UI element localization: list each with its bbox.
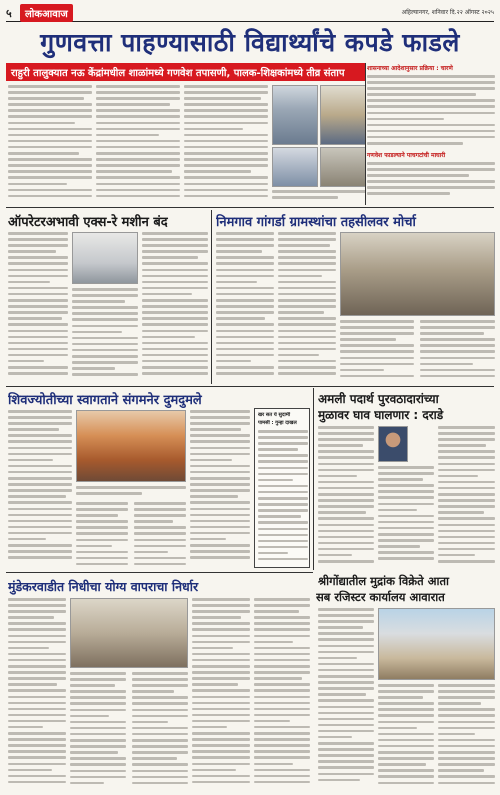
drugs-headline-line-1: अमली पदार्थ पुरवठादारांच्या xyxy=(318,392,439,406)
xray-column-3 xyxy=(142,232,208,382)
shivjyoti-column-3 xyxy=(134,502,186,568)
stamp-vendors-headline-line-1: श्रीगोंद्यातील मुद्रांक विक्रेते आता xyxy=(318,574,449,588)
mundekarwadi-column-3 xyxy=(132,672,188,790)
crime-box-kicker-2: पामर्सी : गुन्हा दाखल xyxy=(258,420,297,426)
drugs-column-2 xyxy=(378,466,434,568)
dateline: अहिल्यानगर, शनिवार दि.२२ ऑगस्ट २०२५ xyxy=(401,9,494,16)
xray-column-1 xyxy=(8,232,68,382)
morcha-column-2 xyxy=(278,232,336,382)
uniform-photo-4 xyxy=(320,147,366,187)
main-story-column-2 xyxy=(96,85,180,203)
xray-headline: ऑपरेटरअभावी एक्स-रे मशीन बंद xyxy=(8,215,168,230)
section-divider-1 xyxy=(6,207,494,208)
main-headline: गुणवत्ता पाहण्यासाठी विद्यार्थ्यांचे कपडे फाडले xyxy=(40,28,460,57)
uniform-photo-3 xyxy=(272,147,318,187)
morcha-headline: निमगाव गांगर्डा ग्रामस्थांचा तहसीलवर मोर्चा xyxy=(216,215,416,230)
right-column-title-1: शासनाच्या आदेशानुसार प्रक्रिया : चारणे xyxy=(367,65,453,72)
morcha-column-1 xyxy=(216,232,274,382)
main-story-column-3 xyxy=(184,85,268,203)
stamp-vendors-column-1 xyxy=(318,608,374,790)
main-story-column-1 xyxy=(8,85,92,203)
section-divider-2 xyxy=(6,386,494,387)
masthead xyxy=(6,4,494,22)
drugs-headline-line-2: मुळावर घाव घालणार : दराडे xyxy=(318,408,444,422)
column-divider-3 xyxy=(313,388,314,570)
mundekarwadi-photo xyxy=(70,598,188,668)
shivjyoti-caption xyxy=(76,486,186,498)
mundekarwadi-column-5 xyxy=(254,598,310,790)
shivjyoti-headline: शिवज्योतीच्या स्वागताने संगमनेर दुमदुमले xyxy=(8,393,202,408)
right-column-text-1 xyxy=(367,75,495,149)
drugs-column-1 xyxy=(318,426,374,568)
uniform-photo-2 xyxy=(320,85,366,145)
uniform-photo-1 xyxy=(272,85,318,145)
xray-column-2 xyxy=(72,288,138,382)
morcha-photo xyxy=(340,232,495,316)
stamp-vendors-column-2 xyxy=(378,684,434,790)
mundekarwadi-headline: मुंडेकरवाडीत निधीचा योग्य वापराचा निर्धार xyxy=(8,579,199,594)
main-subheadline: राहुरी तालुक्यात नऊ केंद्रांमधील शाळांमध्ये गणवेश तपासणी, पालक-शिक्षकांमध्ये तीव्र संताप xyxy=(6,63,366,81)
mundekarwadi-column-4 xyxy=(192,598,250,790)
official-portrait xyxy=(378,426,408,462)
right-column-title-2: गणवेश फाडल्याने पाचगटांची माघारी xyxy=(367,152,446,159)
right-column-text-2 xyxy=(367,162,495,204)
morcha-column-4 xyxy=(420,320,495,382)
column-divider-2 xyxy=(211,210,212,384)
shivjyoti-column-2 xyxy=(76,502,128,568)
drugs-column-3 xyxy=(438,426,495,568)
mundekarwadi-column-1 xyxy=(8,598,66,790)
shivjyoti-column-1 xyxy=(8,410,72,568)
crime-box xyxy=(254,408,310,568)
mundekarwadi-column-2 xyxy=(70,672,126,790)
stamp-vendors-column-3 xyxy=(438,684,495,790)
stamp-vendors-headline-line-2: सब रजिस्टर कार्यालय आवारात xyxy=(316,590,445,604)
photo-captions xyxy=(272,190,366,204)
xray-machine-photo xyxy=(72,232,138,284)
crime-box-kicker-1: खर सत ये सुदामी xyxy=(258,412,291,418)
crime-box-text xyxy=(258,430,308,566)
page-number: ५ xyxy=(6,7,12,20)
newspaper-logo: लोकआवाज xyxy=(20,4,73,22)
shivjyoti-photo xyxy=(76,410,186,482)
sub-registrar-office-photo xyxy=(378,608,495,680)
column-divider xyxy=(365,63,366,205)
shivjyoti-column-4 xyxy=(190,410,250,568)
morcha-column-3 xyxy=(340,320,414,382)
section-divider-3 xyxy=(6,572,313,573)
